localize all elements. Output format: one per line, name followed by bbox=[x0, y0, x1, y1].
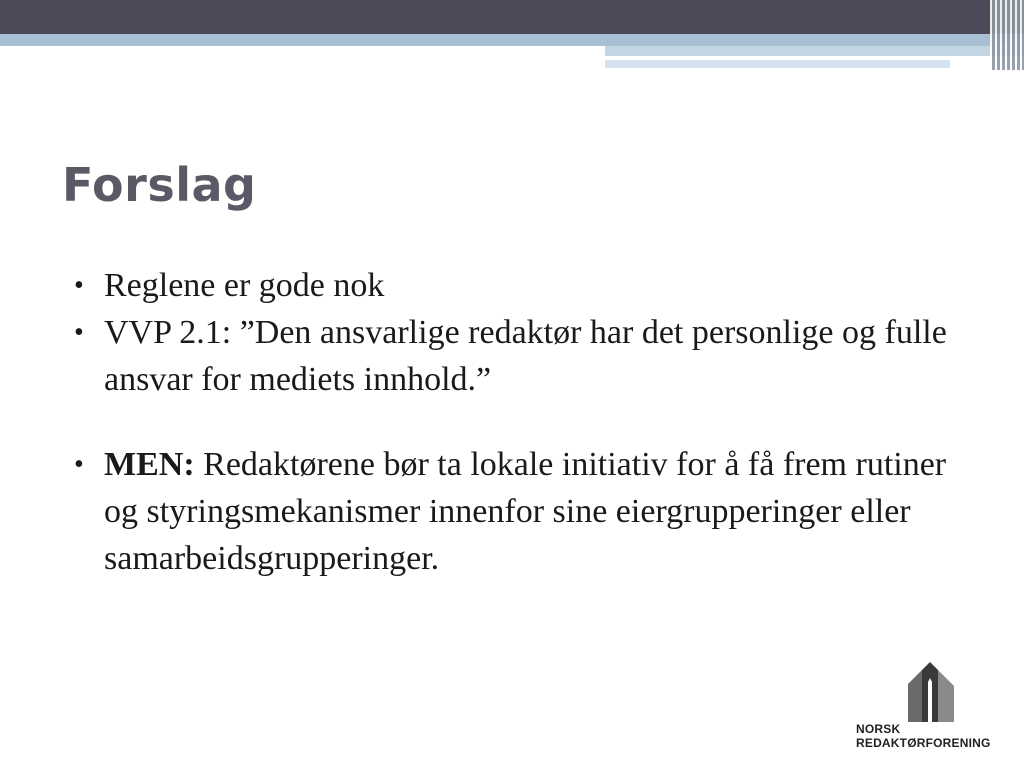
slide-title: Forslag bbox=[62, 158, 257, 212]
top-bar-light bbox=[0, 34, 1024, 46]
bullet-list bbox=[72, 262, 972, 582]
bullet-text: VVP 2.1: ”Den ansvarlige redaktør har det personlige og fulle ansvar for mediets innhold.” bbox=[104, 314, 947, 398]
bullet-emphasis: MEN: bbox=[104, 446, 195, 483]
bullet-item bbox=[72, 441, 972, 582]
logo bbox=[856, 662, 1006, 752]
logo-text-norsk: NORSK bbox=[856, 722, 901, 736]
bullet-text: Redaktørene bør ta lokale initiativ for å få frem rutiner og styringsmekanismer innenfor sine eiergrupperinger eller samarbeidsgrupperinger. bbox=[104, 446, 947, 577]
logo-text-redaktorforening: REDAKTØRFORENING bbox=[856, 736, 991, 750]
decorative-stripes bbox=[990, 0, 1024, 70]
top-bar-dark bbox=[0, 0, 1024, 34]
bullet-item bbox=[72, 262, 972, 309]
top-bar-accent-thin bbox=[605, 60, 950, 68]
building-logo-icon bbox=[908, 662, 954, 722]
top-bar-accent bbox=[605, 46, 1024, 56]
bullet-text: Reglene er gode nok bbox=[104, 267, 385, 304]
bullet-item bbox=[72, 309, 972, 403]
